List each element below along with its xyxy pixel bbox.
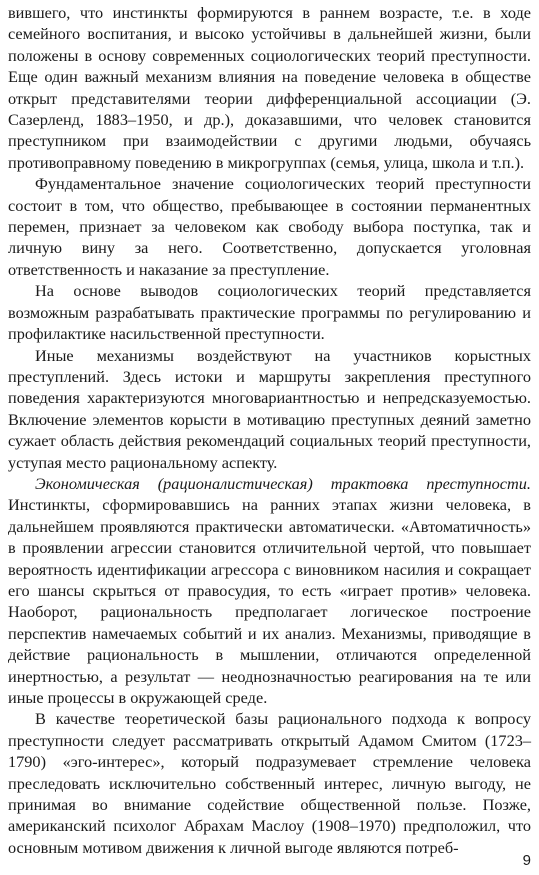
paragraph-4: Иные механизмы воздействуют на участников корыстных преступлений. Здесь истоки и маршруты закрепления преступного поведения характеризуются многовариантностью и непредсказуемостью. Включение элементов корысти в мотивацию преступных деяний заметно сужает область действия рекомендаций социальных теорий преступности, уступая место рациональному аспекту. bbox=[8, 345, 531, 472]
paragraph-5-text: Инстинкты, сформировавшись на ранних этапах жизни человека, в дальнейшем проявляются практически автоматически. «Автоматичность» в проявлении агрессии становится отличительной чертой, что повышает вероятность идентификации агрессора с виновником насилия и сокращает его шансы скрыться от правосудия, то есть «играет против» человека. Наоборот, рациональность предполагает логическое построение перспектив намечаемых событий и их анализ. Механизмы, приводящие в действие рациональность в мышлении, отличаются определенной инертностью, а результат — неоднозначностью реагирования на те или иные процессы в окружающей среде. bbox=[8, 495, 531, 707]
paragraph-1: вившего, что инстинкты формируются в раннем возрасте, т.е. в ходе семейного воспитания, и высоко устойчивы в дальнейшей жизни, были положены в основу современных социологических теорий преступности. Еще один важный механизм влияния на поведение человека в обществе открыт представителями теории дифференциальной ассоциации (Э. Сазерленд, 1883–1950, и др.), доказавшими, что человек становится преступником при взаимодействии с другими людьми, обучаясь противоправному поведению в микрогруппах (семья, улица, школа и т.п.). bbox=[8, 3, 531, 172]
paragraph-2: Фундаментальное значение социологических теорий преступности состоит в том, что общество, пребывающее в состоянии перманентных перемен, признает за человеком как свободу выбора поступка, так и личную вину за него. Соответственно, допускается уголовная ответственность и наказание за преступление. bbox=[8, 174, 531, 279]
paragraph-5 bbox=[8, 473, 531, 708]
section-heading-inline: Экономическая (рационалистическая) трактовка преступности. bbox=[35, 473, 531, 493]
page-number: 9 bbox=[522, 852, 531, 869]
paragraph-3: На основе выводов социологических теорий представляется возможным разрабатывать практические программы по регулированию и профилактике насильственной преступности. bbox=[8, 281, 531, 344]
body-text bbox=[8, 2, 531, 858]
paragraph-6: В качестве теоретической базы рационального подхода к вопросу преступности следует рассматривать открытый Адамом Смитом (1723–1790) «эго-интерес», который подразумевает стремление человека преследовать исключительно собственный интерес, личную выгоду, не принимая во внимание содействие общественной пользе. Позже, американский психолог Абрахам Маслоу (1908–1970) предположил, что основным мотивом движения к личной выгоде являются потреб- bbox=[8, 709, 531, 857]
